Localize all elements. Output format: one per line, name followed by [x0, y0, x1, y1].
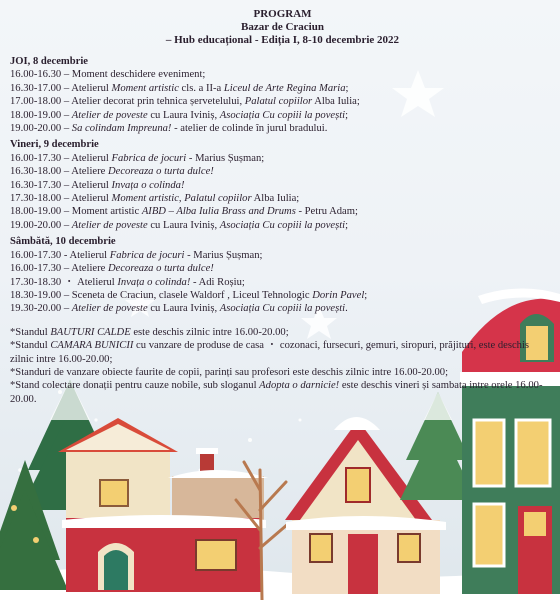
program-header	[10, 8, 555, 47]
stand-notes	[10, 326, 555, 406]
text: 19.30-20.00 –	[10, 303, 72, 315]
italic-text: Fabrica de jocuri	[109, 249, 185, 261]
italic-text: AIBD – Alba Iulia Brass and Drums	[141, 206, 296, 218]
italic-text: Asociația Cu copiii la povești	[219, 219, 346, 231]
text: Alba Iulia;	[251, 193, 300, 205]
schedule-item	[10, 249, 555, 262]
schedule-item	[10, 152, 555, 165]
schedule-item	[10, 192, 555, 205]
schedule-item	[10, 302, 555, 315]
text: este deschis vineri și sambata intre orele 16.00-20.00.	[10, 380, 543, 405]
text: 16.00-17.30 - Atelierul	[10, 249, 110, 261]
text: cu Laura Iviniș,	[147, 109, 220, 121]
text: 17.30-18.00 – Atelierul	[10, 193, 112, 205]
text: *Standul	[10, 326, 51, 338]
text: 16.00-17.30 – Ateliere	[10, 263, 108, 275]
event-edition: – Hub educațional - Ediția I, 8-10 decembrie 2022	[165, 34, 400, 46]
stand-note	[10, 366, 555, 379]
day-heading: JOI, 8 decembrie	[10, 56, 88, 67]
italic-text: Moment artistic	[111, 82, 179, 94]
schedule-item	[10, 179, 555, 192]
text: cls. a II-a	[178, 82, 224, 94]
schedule-item	[10, 219, 555, 232]
text: *Standul	[10, 340, 51, 352]
schedule-item	[10, 205, 555, 218]
text: 19.00-20.00 –	[10, 219, 72, 231]
text: Alba Iulia;	[312, 96, 360, 108]
italic-text: BAUTURI CALDE	[50, 326, 131, 338]
italic-text: Atelier de poveste	[71, 303, 148, 315]
stand-note	[10, 379, 555, 406]
italic-text: Decoreaza o turta dulce!	[107, 166, 214, 178]
italic-text: Asociația Cu copiii la povești	[219, 303, 346, 315]
text: - atelier de colinde în jurul bradului.	[171, 123, 328, 135]
schedule-item	[10, 165, 555, 178]
schedule-item	[10, 95, 555, 108]
text: 18.30-19.00 – Sceneta de Craciun, clasele Waldorf , Liceul Tehnologic	[10, 289, 313, 301]
text: - Marius Șușman;	[186, 152, 265, 164]
text: - Petru Adam;	[295, 206, 358, 218]
event-name: Bazar de Craciun	[241, 21, 324, 33]
stand-note	[10, 326, 555, 339]
italic-text: Fabrica de jocuri	[111, 152, 187, 164]
text: - Adi Roșiu;	[190, 276, 245, 288]
text: 16.30-17.30 – Atelierul	[10, 179, 112, 191]
schedule-item	[10, 276, 555, 289]
schedule-item	[10, 109, 555, 122]
text: este deschis zilnic intre 16.00-20.00;	[130, 326, 289, 338]
text: 17.30-18.30 ・ Atelierul	[10, 276, 118, 288]
text: 18.00-19.00 –	[10, 109, 72, 121]
schedule-item	[10, 122, 555, 135]
text: 19.00-20.00 –	[10, 123, 72, 135]
text: 18.00-19.00 – Moment artistic	[10, 206, 142, 218]
text: *Stand colectare donații pentru cauze nobile, sub sloganul	[10, 380, 260, 392]
text: ;	[345, 219, 349, 231]
red-house	[62, 515, 266, 592]
italic-text: Atelier de poveste	[71, 109, 148, 121]
italic-text: Invața o colinda!	[117, 276, 191, 288]
text: cu vanzare de produse de casa ・ cozonaci, fursecuri, gemuri, siropuri, prăjituri, este deschis zilnic intre 16.00-20.00;	[10, 340, 530, 365]
italic-text: Atelier de poveste	[71, 219, 148, 231]
day-heading: Sâmbătă, 10 decembrie	[10, 236, 116, 248]
stand-note	[10, 339, 555, 366]
text: - Marius Șușman;	[184, 249, 263, 261]
text: ;	[364, 289, 368, 301]
text: 16.30-18.00 – Ateliere	[10, 166, 108, 178]
italic-text: Dorin Pavel	[312, 289, 365, 301]
italic-text: CAMARA BUNICII	[50, 340, 134, 352]
italic-text: Invața o colinda!	[111, 179, 185, 191]
italic-text: Adopta o darnicie!	[259, 380, 340, 392]
schedule	[10, 55, 555, 316]
italic-text: Asociația Cu copiii la povești	[219, 109, 346, 121]
text: 16.00-16.30 – Moment deschidere eveniment;	[10, 69, 206, 81]
italic-text: Liceul de Arte Regina Maria	[223, 82, 346, 94]
schedule-item	[10, 289, 555, 302]
text: *Standuri de vanzare obiecte faurite de copii, parinți sau profesori este deschis zilnic intre 16.00-20.00;	[10, 366, 449, 378]
schedule-item	[10, 68, 555, 81]
text: ;	[345, 109, 349, 121]
italic-text: Sa colindam Impreuna!	[71, 123, 172, 135]
text: ;	[345, 82, 349, 94]
italic-text: Decoreaza o turta dulce!	[107, 263, 214, 275]
text: cu Laura Iviniș,	[147, 303, 220, 315]
program-title: PROGRAM	[253, 8, 312, 20]
text: 17.00-18.00 – Atelier decorat prin tehnica șervetelului,	[10, 96, 245, 108]
event-program	[10, 8, 555, 406]
italic-text: Moment artistic, Palatul copiilor	[111, 193, 252, 205]
schedule-item	[10, 82, 555, 95]
text: cu Laura Iviniș,	[147, 219, 220, 231]
text: .	[345, 303, 348, 315]
schedule-item	[10, 262, 555, 275]
text: 16.00-17.30 – Atelierul	[10, 152, 112, 164]
italic-text: Palatul copiilor	[244, 96, 313, 108]
day-heading: Vineri, 9 decembrie	[10, 139, 99, 151]
text: 16.30-17.00 – Atelierul	[10, 82, 112, 94]
